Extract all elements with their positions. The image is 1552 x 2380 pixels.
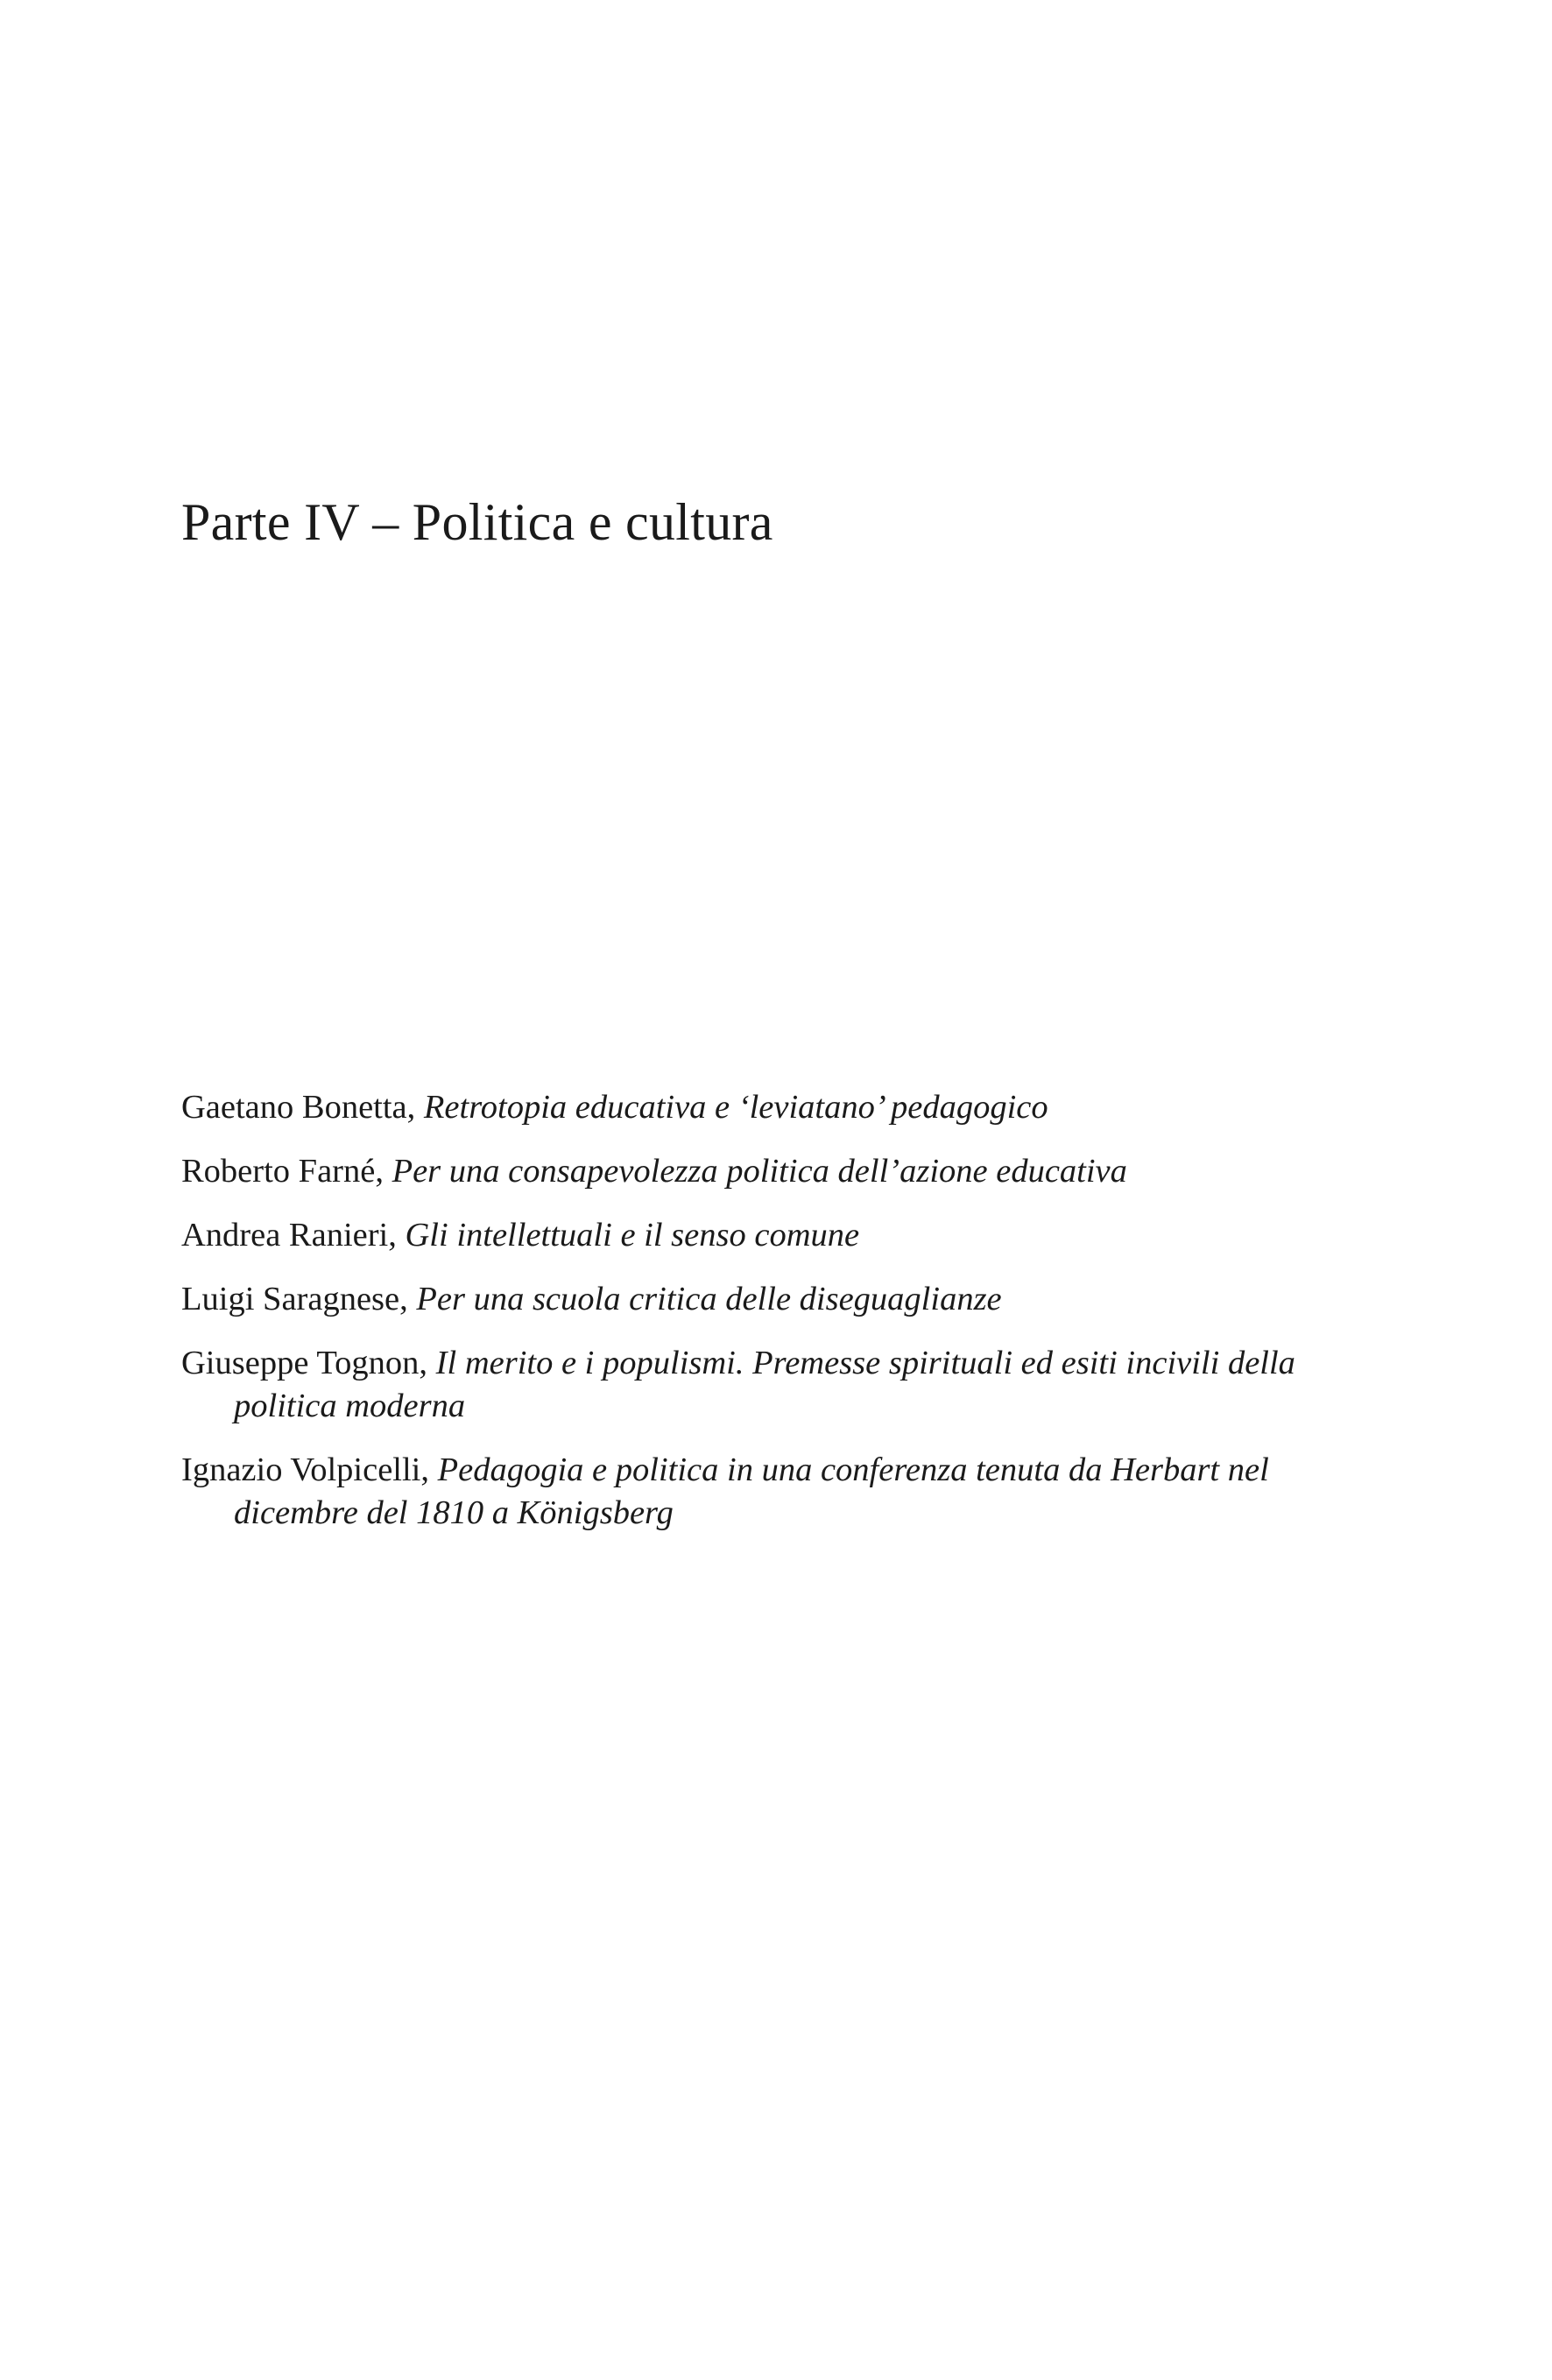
contents-entry: [181, 1278, 1390, 1321]
entry-title: Gli intellettuali e il senso comune: [405, 1217, 860, 1254]
entry-title: Il merito e i populismi. Premesse spirituali ed esiti incivili della politica moderna: [234, 1345, 1295, 1424]
entry-title: Per una consapevolezza politica dell’azione educativa: [392, 1153, 1127, 1190]
part-title: Parte IV – Politica e cultura: [181, 493, 773, 551]
entry-author: Gaetano Bonetta,: [181, 1089, 416, 1126]
contents-entry: [181, 1342, 1390, 1428]
entry-author: Andrea Ranieri,: [181, 1217, 397, 1254]
entry-author: Luigi Saragnese,: [181, 1281, 408, 1317]
entry-author: Ignazio Volpicelli,: [181, 1451, 429, 1488]
contents-entry: [181, 1449, 1390, 1535]
entry-author: Roberto Farné,: [181, 1153, 384, 1190]
entry-title: Pedagogia e politica in una conferenza tenuta da Herbart nel dicembre del 1810 a Königsberg: [234, 1451, 1269, 1531]
contents-entry: [181, 1214, 1390, 1257]
contents-entry: [181, 1086, 1390, 1129]
entry-author: Giuseppe Tognon,: [181, 1345, 428, 1381]
contents-entry: [181, 1150, 1390, 1193]
contents-list: [181, 1086, 1390, 1556]
entry-title: Per una scuola critica delle diseguaglianze: [416, 1281, 1002, 1317]
entry-title: Retrotopia educativa e ‘leviatano’ pedagogico: [423, 1089, 1048, 1126]
